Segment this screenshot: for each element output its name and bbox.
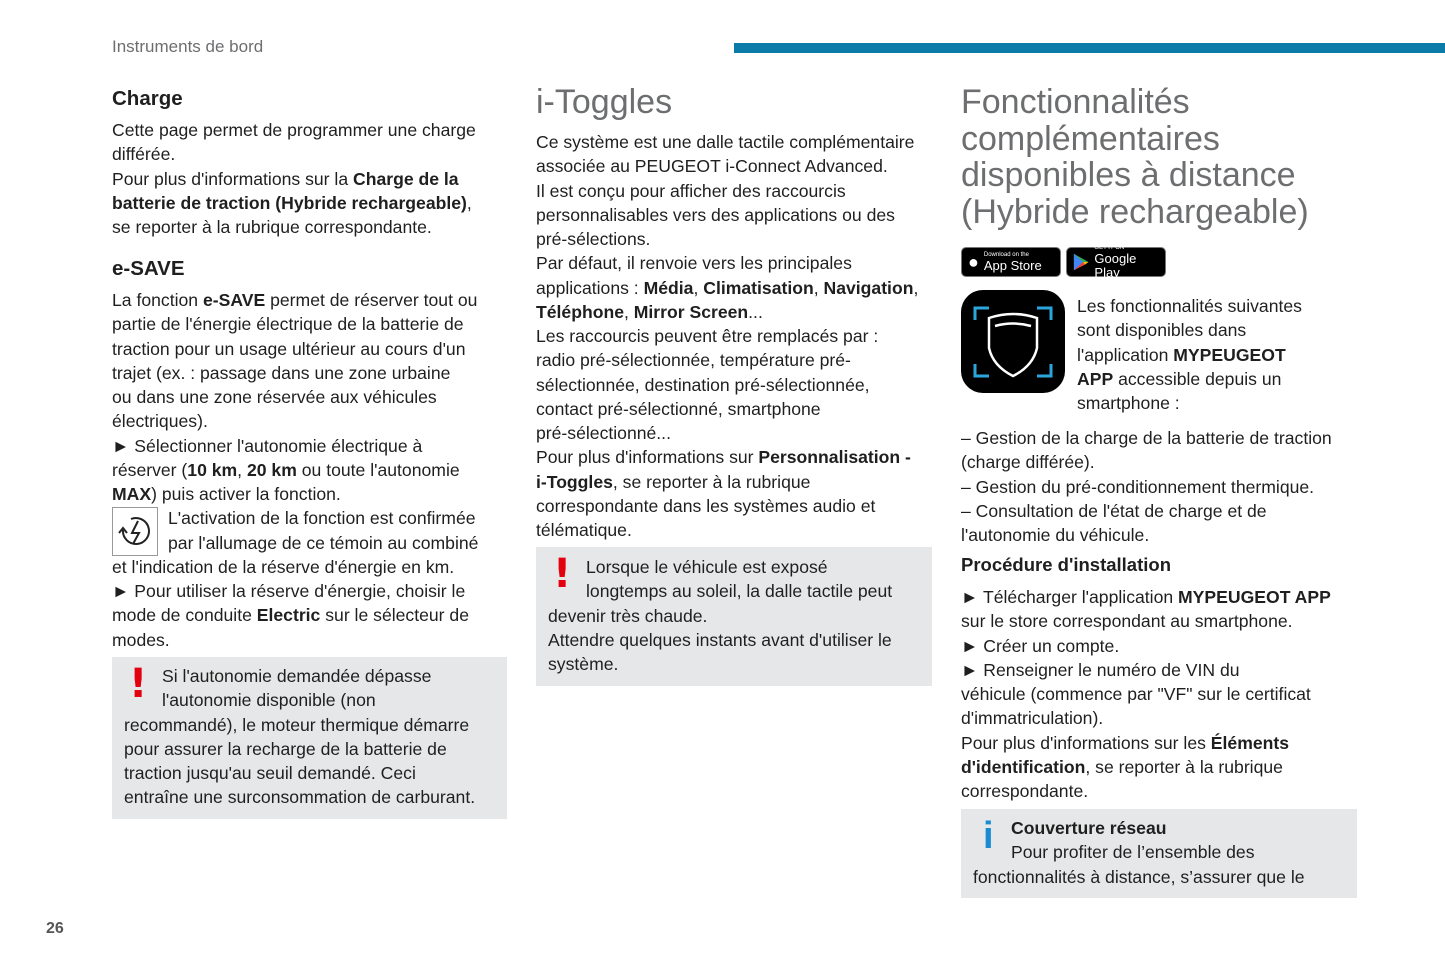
text: La fonction — [112, 290, 203, 310]
remote-features-title — [961, 84, 1309, 230]
text-line — [961, 609, 1293, 633]
text: système. — [548, 654, 619, 674]
text: modes. — [112, 629, 170, 650]
warning-text — [548, 551, 893, 676]
text: télématique. — [536, 520, 632, 540]
text-line — [536, 203, 895, 227]
text: l'application — [1077, 344, 1174, 365]
text-line — [536, 373, 870, 397]
text-line — [961, 194, 1309, 231]
text: ► Renseigner le numéro de VIN du — [961, 659, 1240, 680]
text-line — [168, 531, 478, 555]
text: , se reporter à la rubrique — [612, 471, 811, 492]
text: pré-sélectionné... — [536, 423, 671, 443]
text: pour assurer la recharge de la batterie de — [124, 738, 447, 759]
text: accessible depuis un — [1113, 368, 1282, 389]
bold-text: Couverture réseau — [1011, 818, 1167, 838]
app-store-badge[interactable] — [961, 247, 1061, 277]
esave-paragraph — [112, 288, 478, 652]
bold-text: d'identification — [961, 756, 1086, 777]
text-line — [961, 499, 1267, 523]
text: Les fonctionnalités suivantes — [1077, 296, 1302, 316]
text-line — [961, 523, 1149, 547]
text-line — [1077, 294, 1302, 318]
text-line — [112, 385, 437, 409]
text: , se reporter à la rubrique — [1085, 756, 1283, 777]
text-line — [112, 361, 450, 385]
install-paragraph — [961, 585, 1331, 803]
text: se reporter à la rubrique correspondante. — [112, 217, 432, 237]
google-play-small: GET IT ON — [1094, 244, 1125, 251]
text: (Hybride rechargeable) — [961, 192, 1309, 231]
text: ) puis activer la fonction. — [151, 484, 341, 504]
bold-text: Mirror Screen — [633, 301, 749, 322]
text: Pour plus d'informations sur — [536, 447, 759, 468]
text-line — [1011, 840, 1255, 864]
text-line — [112, 482, 341, 506]
text: pré-sélections. — [536, 229, 651, 249]
text-line — [961, 658, 1240, 682]
text-line — [961, 779, 1088, 803]
text: correspondante. — [961, 781, 1089, 801]
text: véhicule (commence par "VF" sur le certificat — [961, 684, 1311, 704]
text-line — [112, 142, 175, 166]
text-line — [1077, 318, 1246, 342]
text-line — [548, 628, 892, 652]
text: et l'indication de la réserve d'énergie en km. — [112, 556, 455, 577]
text-line — [961, 84, 1190, 121]
text-line — [586, 579, 892, 603]
esave-indicator-icon — [112, 507, 158, 556]
features-list — [961, 426, 1332, 547]
text-line — [973, 865, 1305, 889]
text-line — [536, 130, 914, 154]
charge-paragraph — [112, 118, 476, 239]
text-line — [536, 518, 632, 542]
google-play-large: Google Play — [1094, 250, 1137, 280]
text-line — [536, 494, 875, 518]
text-line — [536, 227, 650, 251]
text-line — [112, 215, 432, 239]
text-line — [536, 251, 852, 275]
text-line — [536, 179, 846, 203]
bold-text: MYPEUGEOT — [1173, 344, 1286, 365]
text-line — [124, 737, 447, 761]
text: sur le sélecteur de — [320, 605, 469, 626]
text: traction pour un usage ultérieur au cours d'un — [112, 338, 466, 359]
text: traction jusqu'au seuil demandé. Ceci — [124, 763, 416, 783]
text-line — [536, 397, 821, 421]
text: Pour plus d'informations sur la — [112, 168, 353, 189]
page-number: 26 — [46, 920, 64, 937]
itoggles-paragraph — [536, 130, 918, 542]
text: smartphone : — [1077, 393, 1180, 413]
text-line — [112, 555, 454, 579]
text: l'autonomie disponible (non — [162, 690, 376, 711]
text-line — [961, 121, 1220, 158]
info-icon: i — [983, 815, 994, 857]
text: complémentaires — [961, 119, 1220, 158]
text-line — [112, 118, 476, 142]
apple-icon: ● — [968, 252, 979, 272]
network-info-box — [961, 809, 1357, 898]
text: – Consultation de l'état de charge et de — [961, 500, 1267, 521]
mypeugeot-app-icon — [961, 290, 1065, 393]
text: – Gestion du pré-conditionnement thermique. — [961, 476, 1315, 497]
text: disponibles à distance — [961, 156, 1296, 194]
text-line — [536, 324, 878, 348]
text: longtemps au soleil, la dalle tactile peut — [586, 581, 893, 602]
text-line — [536, 421, 671, 445]
bold-text: Téléphone — [536, 301, 624, 322]
text: trajet (ex. : passage dans une zone urbaine — [112, 362, 451, 383]
text-line — [961, 731, 1289, 755]
text: Cette page permet de programmer une charge — [112, 120, 476, 140]
bold-text: Éléments — [1210, 732, 1290, 753]
bold-text: Charge de la — [353, 168, 459, 189]
text-line — [961, 157, 1296, 194]
text-line — [548, 652, 618, 676]
text: l'autonomie du véhicule. — [961, 525, 1150, 545]
text-line — [961, 426, 1332, 450]
text-line — [1077, 391, 1180, 415]
text-line — [112, 579, 465, 603]
text-line — [112, 603, 469, 627]
text: sur le store correspondant au smartphone. — [961, 611, 1293, 632]
text: Ce système est une dalle tactile complémentaire — [536, 132, 915, 152]
bold-text: Navigation — [823, 277, 914, 298]
bold-text: 20 km — [246, 459, 297, 480]
text: réserver ( — [112, 459, 188, 480]
warning-icon: ! — [553, 551, 572, 597]
info-text — [973, 816, 1305, 889]
text: ou dans une zone réservée aux véhicules — [112, 387, 437, 407]
text: Pour profiter de l’ensemble des — [1011, 842, 1255, 863]
text-line — [112, 434, 422, 458]
text-line — [536, 300, 763, 324]
bold-text: e-SAVE — [202, 290, 266, 310]
warning-icon: ! — [129, 661, 148, 707]
text: , — [813, 277, 824, 298]
header-accent-bar — [734, 43, 1445, 53]
text-line — [112, 458, 460, 482]
text-line — [586, 555, 828, 579]
text: ► Pour utiliser la réserve d'énergie, choisir le — [112, 581, 466, 601]
text: Pour plus d'informations sur les — [961, 732, 1211, 753]
text-line — [112, 288, 477, 312]
text: électriques). — [112, 411, 208, 432]
text: devenir très chaude. — [548, 605, 708, 626]
text: , — [237, 459, 247, 480]
text: correspondante dans les systèmes audio et — [536, 495, 876, 516]
text-line — [112, 409, 208, 433]
text: Lorsque le véhicule est exposé — [586, 557, 828, 577]
text-line — [961, 475, 1314, 499]
text-line — [961, 634, 1119, 658]
esave-warning-box — [112, 657, 507, 819]
text: radio pré-sélectionnée, température pré- — [536, 350, 851, 371]
text-line — [124, 713, 469, 737]
text-line — [168, 506, 476, 530]
bold-text: Electric — [256, 605, 321, 626]
bold-text: MAX — [112, 484, 152, 504]
text-line — [961, 585, 1331, 609]
text: par l'allumage de ce témoin au combiné — [168, 532, 479, 553]
warning-text — [124, 661, 476, 810]
app-intro-paragraph — [1077, 294, 1302, 415]
bold-text: Média — [643, 277, 694, 298]
text: ... — [748, 301, 763, 322]
text: – Gestion de la charge de la batterie de traction — [961, 428, 1332, 448]
text: contact pré-sélectionné, smartphone — [536, 398, 821, 419]
text: sélectionnée, destination pré-sélectionnée, — [536, 374, 870, 395]
text: partie de l'énergie électrique de la batterie de — [112, 314, 464, 335]
itoggles-title: i-Toggles — [536, 83, 673, 121]
running-header: Instruments de bord — [112, 37, 264, 56]
text: Par défaut, il renvoie vers les principales — [536, 253, 852, 274]
text-line — [112, 312, 464, 336]
install-heading: Procédure d'installation — [961, 554, 1171, 575]
text: personnalisables vers des applications ou des — [536, 204, 895, 225]
app-store-small: Download on the — [983, 251, 1029, 258]
text-line — [536, 470, 810, 494]
text: ► Sélectionner l'autonomie électrique à — [112, 435, 423, 456]
bold-text: APP — [1077, 368, 1114, 389]
esave-heading: e-SAVE — [112, 257, 185, 280]
text-line — [961, 682, 1311, 706]
google-play-icon — [1073, 252, 1089, 272]
text-line — [112, 337, 466, 361]
text: applications : — [536, 277, 644, 298]
text-line — [536, 154, 888, 178]
text: (charge différée). — [961, 452, 1095, 473]
itoggles-warning-box — [536, 547, 932, 686]
bold-text: Climatisation — [703, 277, 814, 298]
text: mode de conduite — [112, 605, 257, 626]
text: d'immatriculation). — [961, 708, 1104, 729]
text: , — [623, 301, 634, 322]
text-line — [112, 191, 472, 215]
text-line — [536, 348, 851, 372]
text: , — [693, 277, 704, 298]
text-line — [961, 706, 1103, 730]
charge-heading: Charge — [112, 87, 183, 110]
app-store-large: App Store — [983, 257, 1042, 273]
text: , — [913, 277, 919, 298]
text: , — [466, 192, 472, 213]
text-line — [548, 604, 707, 628]
text-line — [536, 276, 918, 300]
text: fonctionnalités à distance, s’assurer que le — [973, 866, 1305, 887]
text-line — [536, 445, 911, 469]
bold-text: 10 km — [187, 459, 238, 480]
text: ou toute l'autonomie — [296, 459, 460, 480]
text: Il est conçu pour afficher des raccourcis — [536, 180, 846, 201]
text: permet de réserver tout ou — [265, 290, 478, 310]
text-line — [1011, 816, 1166, 840]
text: Fonctionnalités — [961, 83, 1190, 121]
text: Attendre quelques instants avant d'utiliser le — [548, 629, 892, 650]
bold-text: Personnalisation - — [758, 447, 911, 468]
text: recommandé), le moteur thermique démarre — [124, 714, 470, 735]
bold-text: batterie de traction (Hybride rechargeable) — [112, 192, 467, 213]
text: Les raccourcis peuvent être remplacés par : — [536, 326, 879, 346]
text: Si l'autonomie demandée dépasse — [162, 666, 432, 686]
bold-text: i-Toggles — [536, 471, 613, 492]
text: ► Créer un compte. — [961, 635, 1120, 656]
text: associée au PEUGEOT i-Connect Advanced. — [536, 156, 888, 177]
bold-text: MYPEUGEOT APP — [1178, 587, 1331, 607]
text: sont disponibles dans — [1077, 320, 1247, 341]
text-line — [1077, 367, 1281, 391]
text-line — [124, 785, 475, 809]
text-line — [961, 755, 1283, 779]
text: ► Télécharger l'application — [961, 587, 1179, 607]
text-line — [124, 761, 416, 785]
text-line — [112, 628, 170, 652]
text: entraîne une surconsommation de carburant. — [124, 787, 476, 808]
google-play-badge[interactable] — [1066, 244, 1166, 280]
text-line — [112, 167, 459, 191]
text-line — [961, 450, 1095, 474]
text-line — [162, 664, 431, 688]
text-line — [162, 688, 376, 712]
text: L'activation de la fonction est confirmée — [168, 508, 476, 529]
text: différée. — [112, 144, 176, 165]
text-line — [1077, 343, 1286, 367]
